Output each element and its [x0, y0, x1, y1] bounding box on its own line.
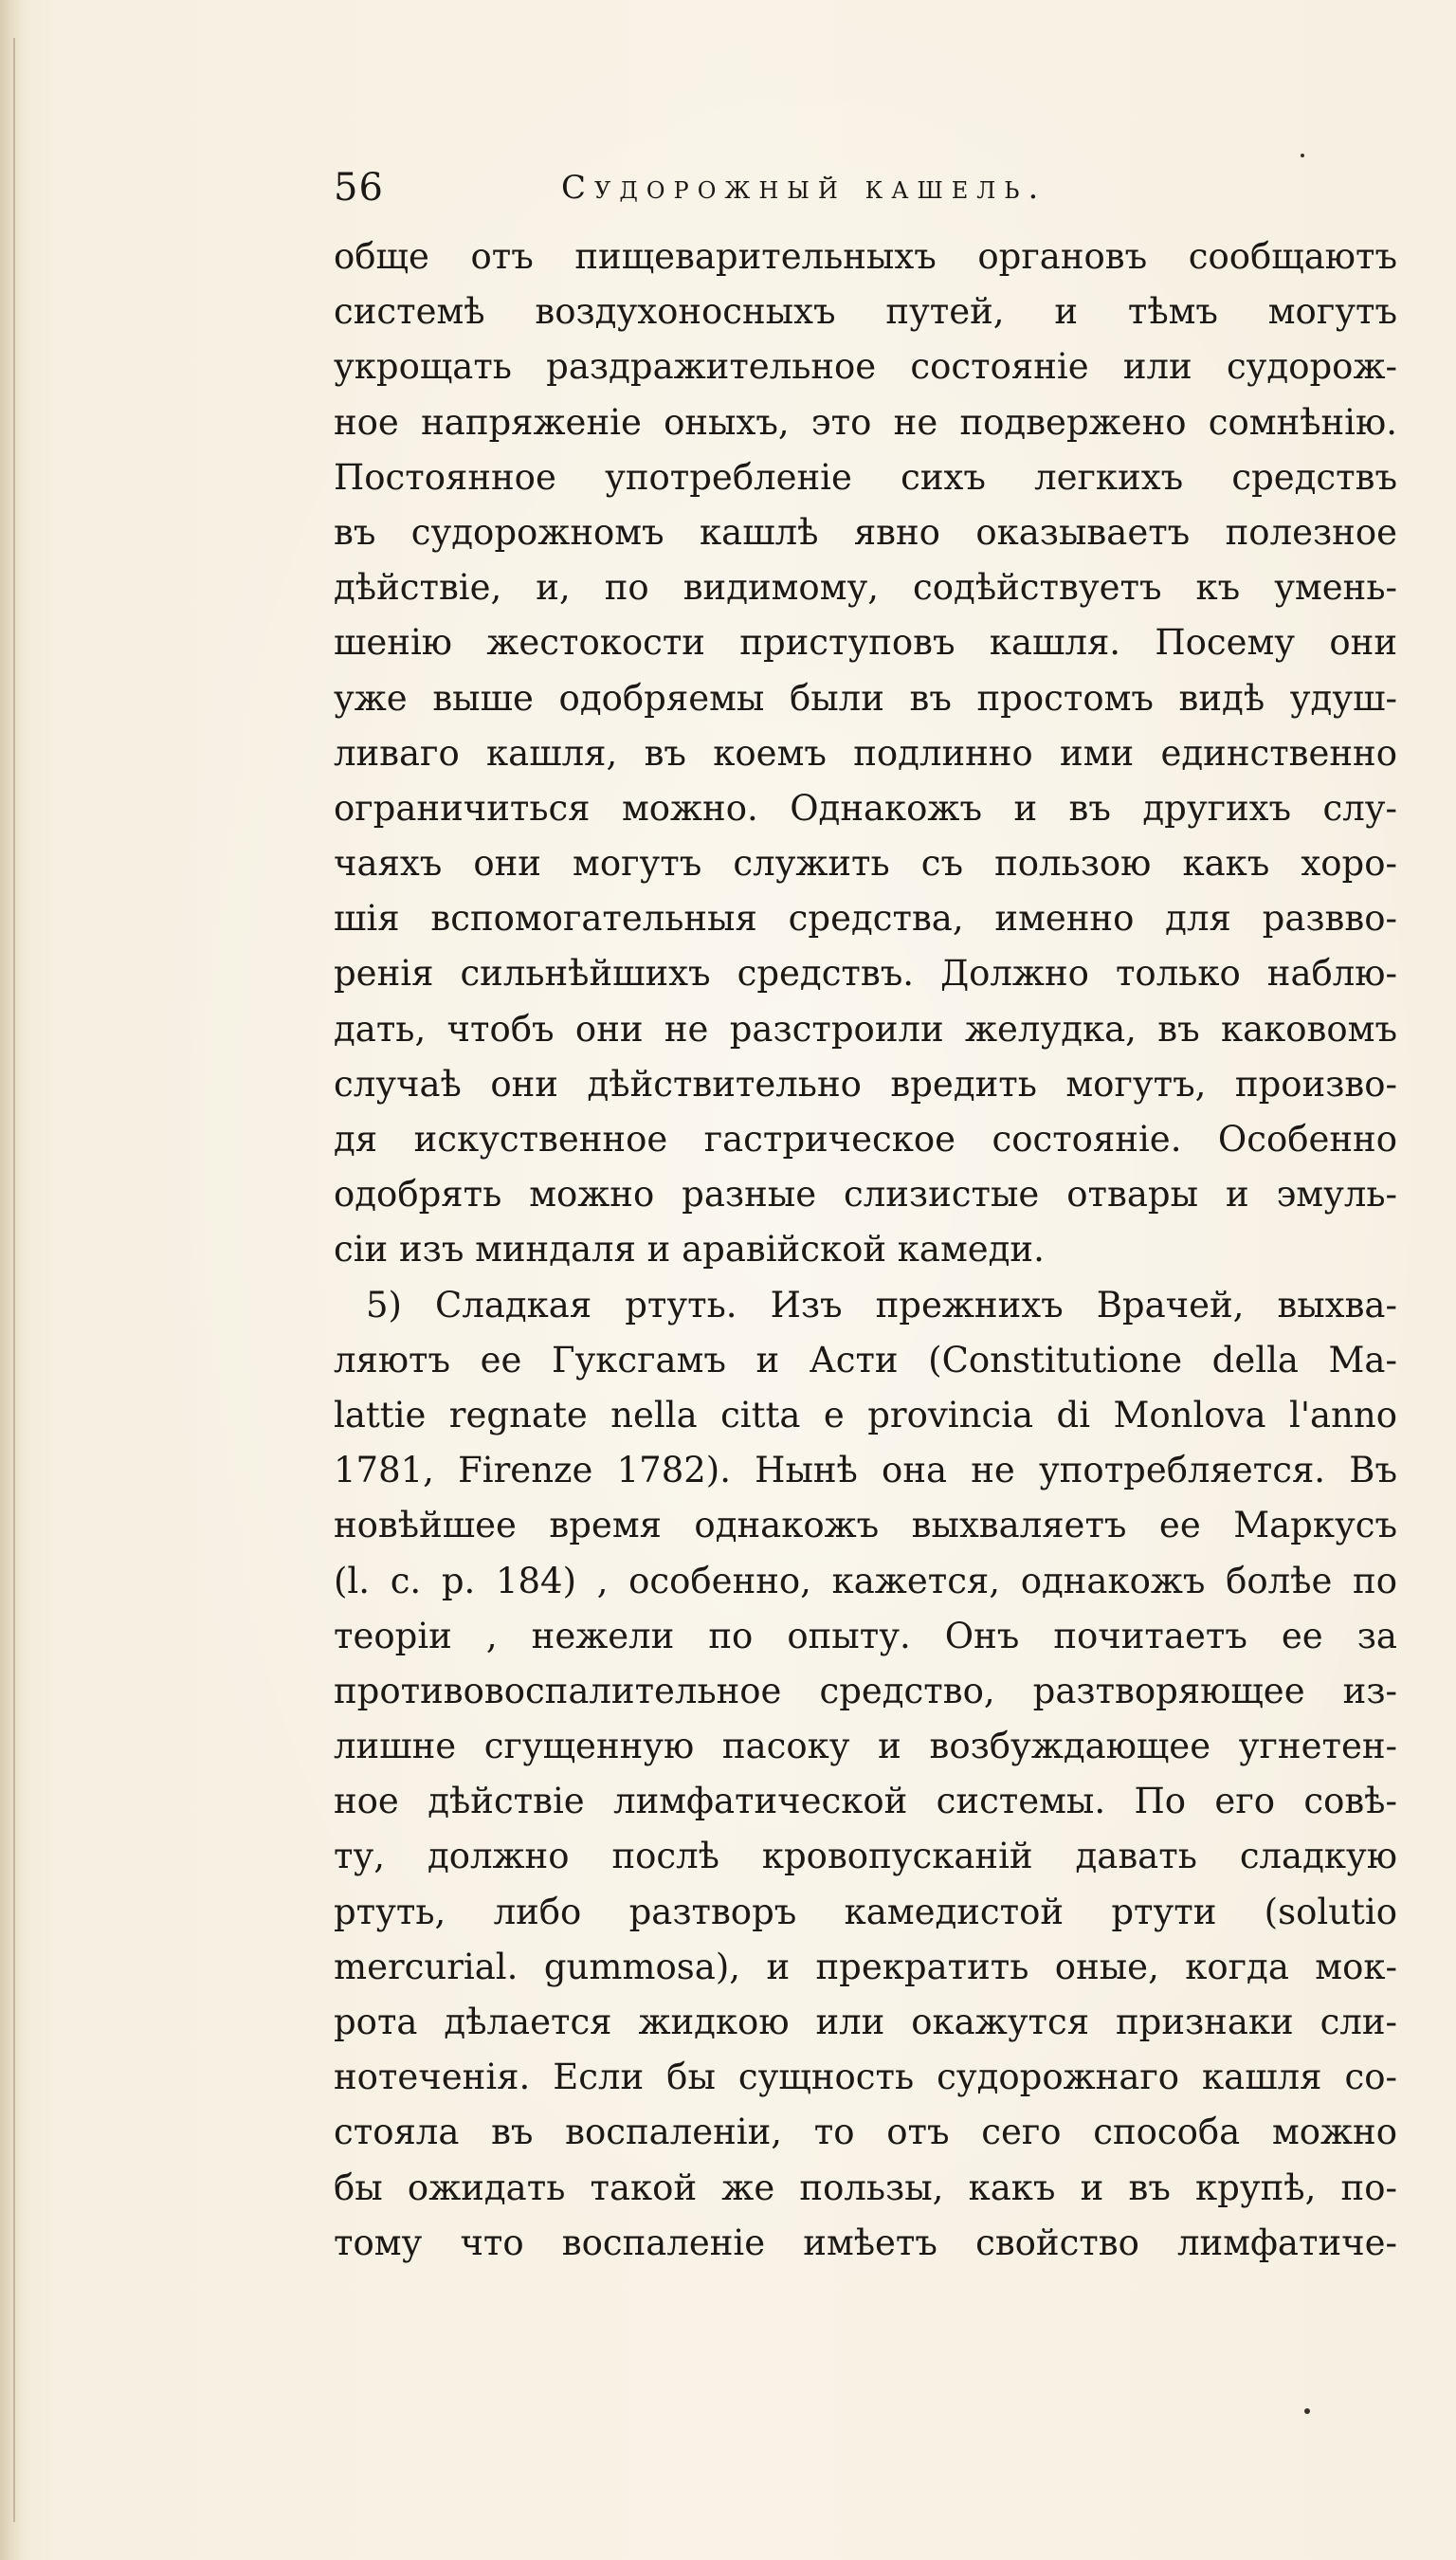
text-line: въ судорожномъ кашлѣ явно оказываетъ полезное [334, 511, 1397, 553]
text-line: дать, чтобъ они не разстроили желудка, въ каковомъ [334, 1008, 1397, 1050]
text-line: нотеченія. Если бы сущность судорожнаго кашля со- [334, 2057, 1397, 2098]
text-line: ляютъ ее Гуксгамъ и Асти (Constitutione della Ma- [334, 1339, 1397, 1381]
page-number: 56 [334, 166, 384, 210]
text-line: mercurial. gummosa), и прекратить оные, когда мок- [334, 1946, 1397, 1987]
text-line: (l. c. p. 184) , особенно, кажется, однакожъ болѣе по [334, 1560, 1397, 1601]
text-line: ограничиться можно. Однакожъ и въ другихъ слу- [334, 787, 1397, 829]
text-line: новѣйшее время однакожъ выхваляетъ ее Маркусъ [334, 1505, 1397, 1546]
text-line: стояла въ воспаленіи, то отъ сего способа можно [334, 2112, 1397, 2153]
body-text [334, 229, 1397, 2271]
text-line: дѣйствіе, и, по видимому, содѣйствуетъ къ умень- [334, 567, 1397, 609]
text-line: ртуть, либо разтворъ камедистой ртути (solutio [334, 1891, 1397, 1932]
text-line: Постоянное употребленіе сихъ легкихъ средствъ [334, 456, 1397, 498]
text-line: тому что воспаленіе имѣетъ свойство лимфатиче- [334, 2222, 1397, 2263]
text-line: уже выше одобряемы были въ простомъ видѣ удуш- [334, 677, 1397, 719]
text-line: обще отъ пищеварительныхъ органовъ сообщаютъ [334, 236, 1397, 277]
text-line: ное дѣйствіе лимфатической системы. По его совѣ- [334, 1781, 1397, 1822]
ink-speck [1304, 2408, 1310, 2414]
text-line: лишне сгущенную пасоку и возбуждающее угнетен- [334, 1726, 1397, 1767]
page-gutter [0, 0, 25, 2560]
text-line: ту, должно послѣ кровопусканій давать сладкую [334, 1836, 1397, 1877]
text-line: системѣ воздухоносныхъ путей, и тѣмъ могутъ [334, 291, 1397, 333]
text-line: 1781, Firenze 1782). Нынѣ она не употребляется. Въ [334, 1450, 1397, 1491]
text-line: бы ожидать такой же пользы, какъ и въ крупѣ, по- [334, 2167, 1397, 2208]
text-line: ливаго кашля, въ коемъ подлинно ими единственно [334, 732, 1397, 774]
text-line: одобрять можно разные слизистые отвары и эмуль- [334, 1174, 1397, 1216]
text-line: чаяхъ они могутъ служить съ пользою какъ хоро- [334, 843, 1397, 885]
text-line: противовоспалительное средство, разтворяющее из- [334, 1670, 1397, 1711]
text-line: ренія сильнѣйшихъ средствъ. Должно только наблю- [334, 953, 1397, 995]
text-line: теоріи , нежели по опыту. Онъ почитаетъ ее за [334, 1615, 1397, 1656]
text-line: укрощать раздражительное состояніе или судорож- [334, 346, 1397, 388]
page-header [334, 159, 1187, 216]
text-line: рота дѣлается жидкою или окажутся признаки сли- [334, 2002, 1397, 2042]
ink-speck [1301, 154, 1304, 157]
text-line: 5) Сладкая ртуть. Изъ прежнихъ Врачей, выхва- [366, 1284, 1397, 1326]
text-line: дя искуственное гастрическое состояніе. Особенно [334, 1119, 1397, 1160]
running-head: Судорожный кашель. [561, 169, 1047, 207]
text-line: ное напряженіе оныхъ, это не подвержено сомнѣнію. [334, 401, 1397, 443]
text-line: случаѣ они дѣйствительно вредить могутъ, произво- [334, 1063, 1397, 1105]
text-line: lattie regnate nella citta e provincia di Monlova l'anno [334, 1394, 1397, 1435]
text-line: сіи изъ миндаля и аравійской камеди. [334, 1229, 1045, 1271]
text-line: шенію жестокости приступовъ кашля. Посему они [334, 622, 1397, 664]
text-line: шія вспомогательныя средства, именно для развво- [334, 898, 1397, 940]
gutter-line [13, 38, 15, 2522]
